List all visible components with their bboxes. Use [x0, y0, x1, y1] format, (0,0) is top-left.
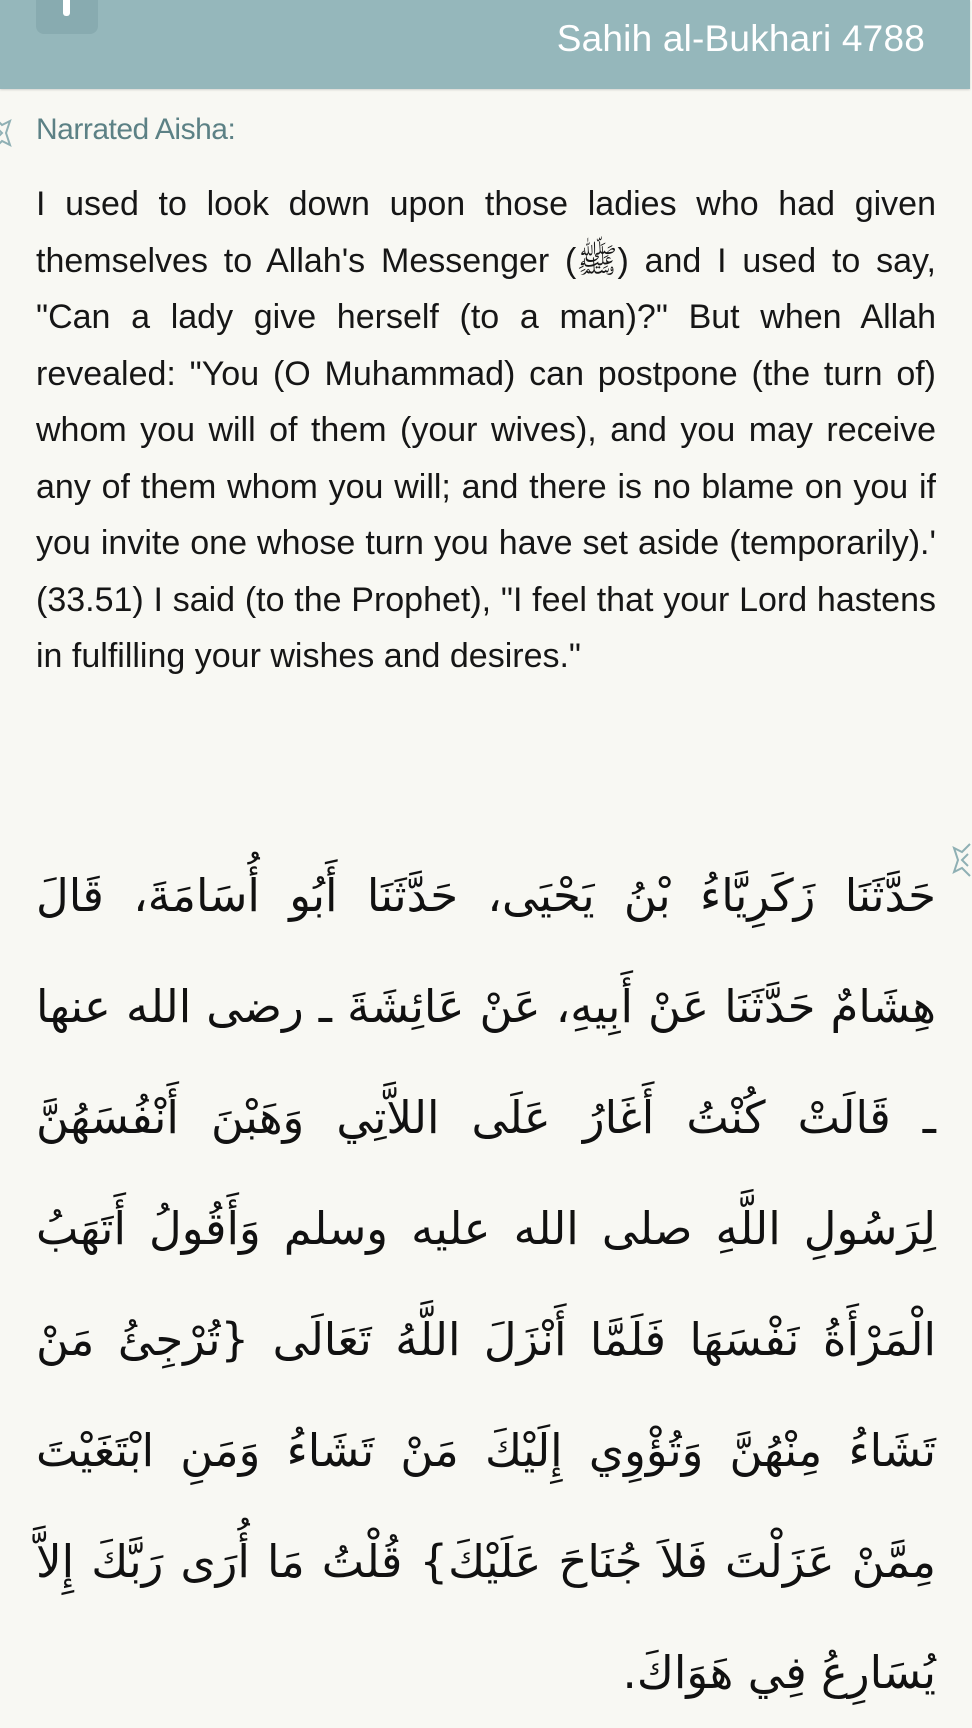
- header-bar: [0, 0, 970, 89]
- page-title: Sahih al-Bukhari 4788: [556, 18, 925, 59]
- ornament-icon: [0, 113, 14, 153]
- back-button[interactable]: [36, 0, 98, 34]
- hadith-arabic-text: حَدَّثَنَا زَكَرِيَّاءُ بْنُ يَحْيَى، حَدَّثَنَا أَبُو أُسَامَةَ، قَالَ هِشَامٌ حَدَّثَنَا عَنْ أَبِيهِ، عَنْ عَائِشَةَ ـ رضى الله عنها ـ قَالَتْ كُنْتُ أَغَارُ عَلَى اللاَّتِي وَهَبْنَ أَنْفُسَهُنَّ لِرَسُولِ اللَّهِ صلى الله عليه وسلم وَأَقُولُ أَتَهَبُ الْمَرْأَةُ نَفْسَهَا فَلَمَّا أَنْزَلَ اللَّهُ تَعَالَى {تُرْجِئُ مَنْ تَشَاءُ مِنْهُنَّ وَتُؤْوِي إِلَيْكَ مَنْ تَشَاءُ وَمَنِ ابْتَغَيْتَ مِمَّنْ عَزَلْتَ فَلاَ جُنَاحَ عَلَيْكَ} قُلْتُ مَا أُرَى رَبَّكَ إِلاَّ يُسَارِعُ فِي هَوَاكَ.: [36, 869, 936, 1699]
- ornament-icon: [950, 840, 972, 880]
- back-icon: [63, 0, 70, 16]
- narrator-label: Narrated Aisha:: [36, 113, 236, 146]
- hadith-english-text: I used to look down upon those ladies who had given themselves to Allah's Messenger (ﷺ) and I used to say, "Can a lady give herself (to a man)?" But when Allah revealed: "You (O Muhammad) can postpone (the turn of) whom you will of them (your wives), and you may receive any of them whom you will; and there is no blame on you if you invite one whose turn you have set aside (temporarily).' (33.51) I said (to the Prophet), "I feel that your Lord hastens in fulfilling your wishes and desires.": [36, 185, 936, 675]
